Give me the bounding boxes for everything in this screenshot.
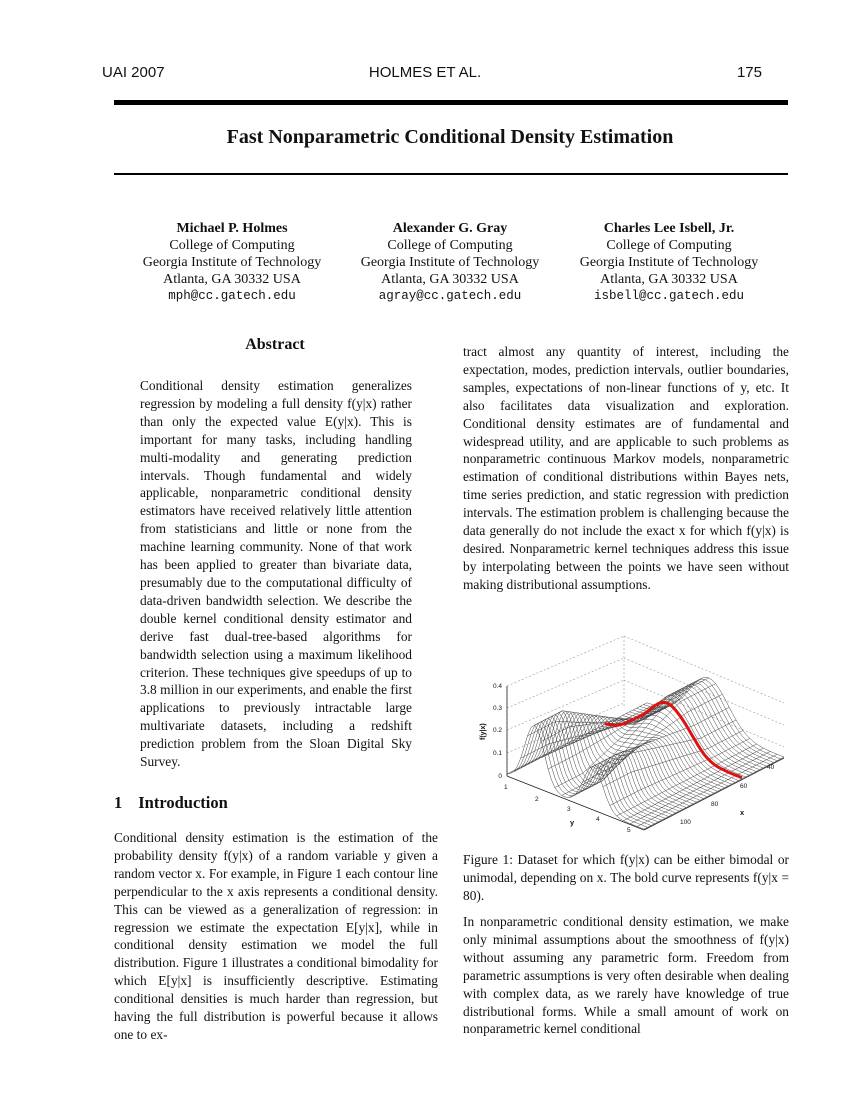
author-name: Charles Lee Isbell, Jr. xyxy=(603,221,735,236)
y-tick-label: 5 xyxy=(627,827,631,834)
title-rule xyxy=(114,173,788,175)
z-tick-label: 0.4 xyxy=(492,683,502,690)
author-address: Atlanta, GA 30332 USA xyxy=(163,272,301,287)
x-tick-label: 100 xyxy=(680,819,691,826)
y-tick-label: 4 xyxy=(596,816,600,823)
mesh-line xyxy=(612,695,749,775)
right-column-text-top: tract almost any quantity of interest, including the expectation, modes, prediction intervals, outlier boundaries, samples, expectations of non-linear functions of y, etc. It also facilitates data visualization and exploration. Conditional density estimates are of fundamental and widespread utility, and are applicable to such problems as nonparametric continuous Markov models, nonparametric estimation of conditional distributions within Bayes nets, time series prediction, and static regression with prediction intervals. The estimation problem is challenging because the data generally do not include the exact x for which f(y|x) is desired. Nonparametric kernel techniques address this issue by interpolating between the points we have seen without making distributional assumptions. xyxy=(463,344,789,592)
y-tick-label: 1 xyxy=(504,784,508,791)
author-block xyxy=(340,220,560,305)
x-tick-label: 60 xyxy=(740,783,748,790)
author-name: Michael P. Holmes xyxy=(176,221,288,236)
right-column-text-bottom: In nonparametric conditional density estimation, we make only minimal assumptions about the smoothness of f(y|x) without assuming any parametric form. Freedom from parametric assumptions is very often desirable when dealing with complex data, as we rarely have knowledge of true distributional forms. While a small amount of work on nonparametric kernel conditional xyxy=(463,914,789,1037)
paper-title: Fast Nonparametric Conditional Density Estimation xyxy=(226,126,674,148)
surface-mesh xyxy=(507,677,784,829)
page-number: 175 xyxy=(736,64,762,81)
mesh-line xyxy=(623,690,760,770)
mesh-line xyxy=(616,694,753,774)
author-email[interactable]: mph@cc.gatech.edu xyxy=(168,289,296,303)
author-block xyxy=(122,220,342,305)
mesh-line xyxy=(637,754,777,826)
author-dept: College of Computing xyxy=(606,238,732,253)
mesh-line xyxy=(555,683,695,787)
author-dept: College of Computing xyxy=(387,238,513,253)
author-name: Alexander G. Gray xyxy=(392,221,508,236)
section-title: Introduction xyxy=(138,793,228,812)
author-address: Atlanta, GA 30332 USA xyxy=(600,272,738,287)
author-institution: Georgia Institute of Technology xyxy=(579,255,759,270)
z-axis-label: f(y|x) xyxy=(480,723,487,740)
mesh-line xyxy=(521,706,661,758)
author-dept: College of Computing xyxy=(169,238,295,253)
top-rule xyxy=(114,100,788,105)
x-tick-label: 80 xyxy=(711,801,719,808)
y-tick-label: 3 xyxy=(567,806,571,813)
author-block xyxy=(559,220,779,305)
mesh-line xyxy=(640,681,777,761)
author-email[interactable]: agray@cc.gatech.edu xyxy=(378,289,522,303)
author-institution: Georgia Institute of Technology xyxy=(360,255,540,270)
running-header-authors: HOLMES ET AL. xyxy=(368,64,482,81)
mesh-line xyxy=(619,692,756,772)
running-header-venue: UAI 2007 xyxy=(102,64,165,81)
figure-caption: Figure 1: Dataset for which f(y|x) can be either bimodal or unimodal, depending on x. The bold curve represents f(y|x = 80). xyxy=(463,852,789,903)
author-email[interactable]: isbell@cc.gatech.edu xyxy=(593,289,745,303)
intro-text: Conditional density estimation is the estimation of the probability density f(y|x) of a random variable y given a random vector x. For example, in Figure 1 each contour line perpendicular to the x axis represents a conditional density. This can be viewed as a generalization of regression: in regression we estimate the expectation E[y|x], while in conditional density estimation we model the full distribution. Figure 1 illustrates a conditional bimodality for which E[y|x] is insufficiently descriptive. Estimating conditional densities is much harder than regression, but having the full distribution is powerful because it allows one to ex- xyxy=(114,830,438,1042)
mesh-line xyxy=(644,679,781,759)
y-tick-label: 2 xyxy=(535,796,539,803)
y-axis-label: y xyxy=(570,818,575,827)
mesh-line xyxy=(560,714,697,802)
abstract-heading: Abstract xyxy=(245,336,305,353)
section-heading xyxy=(114,793,244,813)
author-institution: Georgia Institute of Technology xyxy=(142,255,322,270)
abstract-text: Conditional density estimation generalizes regression by modeling a full density f(y|x) rather than only the expected value E(y|x). This is important for many tasks, including handling multi-modality and generating prediction intervals. Though fundamental and widely applicable, nonparametric conditional density estimators have received relatively little attention from statisticians and little or none from the machine learning community. None of that work has been applied to greater than bivariate data, presumably due to the computational difficulty of data-driven bandwidth selection. We describe the double kernel conditional density estimator and derive fast dual-tree-based algorithms for bandwidth selection using a maximum likelihood criterion. These techniques give speedups of up to 3.8 million in our experiments, and enable the first applications to previously intractable large multivariate datasets, including a redshift prediction problem from the Sloan Digital Sky Survey. xyxy=(140,378,412,770)
z-tick-label: 0 xyxy=(498,773,502,780)
z-tick-label: 0.3 xyxy=(492,705,502,712)
mesh-line xyxy=(514,705,654,772)
author-address: Atlanta, GA 30332 USA xyxy=(381,272,519,287)
z-tick-label: 0.1 xyxy=(492,750,502,757)
figure-1-surface-plot xyxy=(474,608,804,843)
x-axis-label: x xyxy=(740,808,745,817)
mesh-line xyxy=(535,711,672,815)
z-tick-label: 0.2 xyxy=(492,727,502,734)
x-tick-label: 40 xyxy=(767,764,775,771)
section-number: 1 xyxy=(114,793,123,812)
mesh-line xyxy=(630,686,767,766)
